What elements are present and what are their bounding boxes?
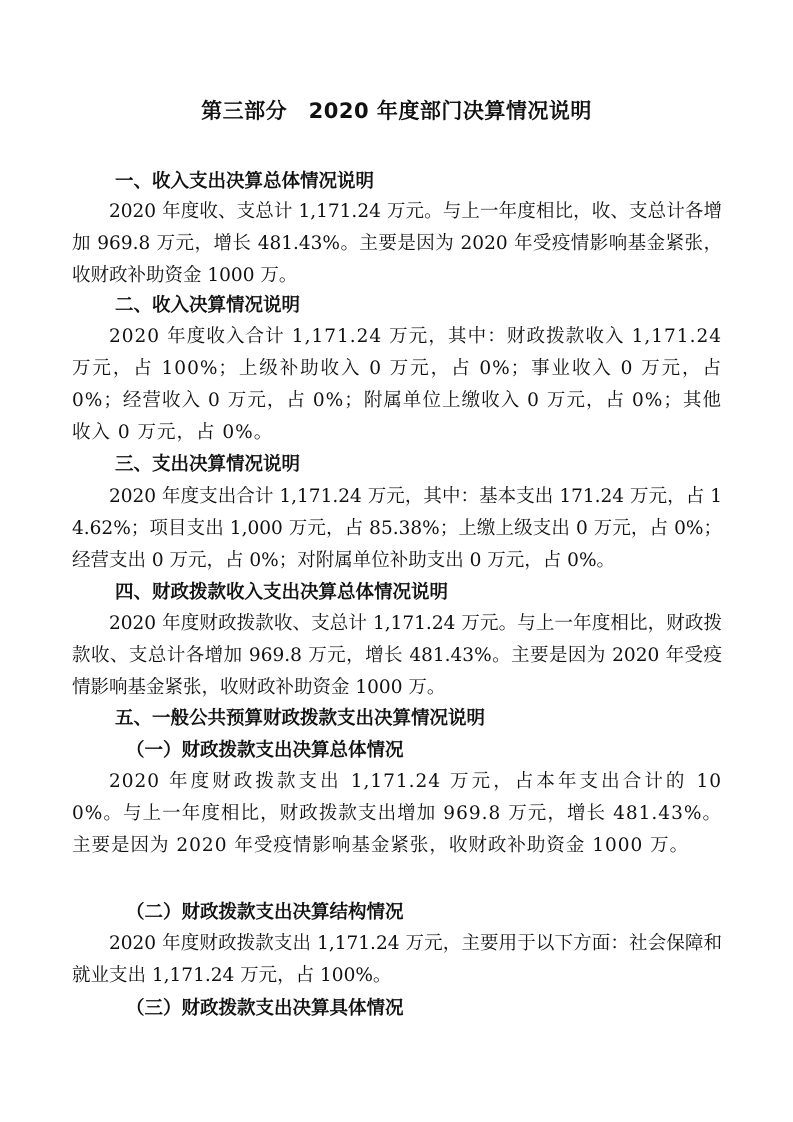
section-body-income: 2020 年度收入合计 1,171.24 万元，其中：财政拨款收入 1,171.24 万元，占 100%；上级补助收入 0 万元，占 0%；事业收入 0 万元，占 0%；经营收入 0 万元，占 0%；附属单位上缴收入 0 万元，占 0%；其他收入 0 万元，占 0%。 xyxy=(72,326,722,443)
section-heading-income: 二、收入决算情况说明 xyxy=(115,295,301,316)
section-heading-general-budget-expense: 五、一般公共预算财政拨款支出决算情况说明 xyxy=(115,708,486,729)
section-heading-income-expense-overview: 一、收入支出决算总体情况说明 xyxy=(115,171,375,192)
subsection-heading-expense-structure: （二）财政拨款支出决算结构情况 xyxy=(126,902,404,923)
subsection-body-expense-structure: 2020 年度财政拨款支出 1,171.24 万元，主要用于以下方面：社会保障和就业支出 1,171.24 万元，占 100%。 xyxy=(72,933,722,986)
section-body-income-expense-overview: 2020 年度收、支总计 1,171.24 万元。与上一年度相比，收、支总计各增加 969.8 万元，增长 481.43%。主要是因为 2020 年受疫情影响基金紧张，收财政补助资金 1000 万。 xyxy=(72,201,722,286)
section-body-expense: 2020 年度支出合计 1,171.24 万元，其中：基本支出 171.24 万元，占 14.62%；项目支出 1,000 万元，占 85.38%；上缴上级支出 0 万元，占 0%；经营支出 0 万元，占 0%；对附属单位补助支出 0 万元，占 0%。 xyxy=(72,486,722,571)
section-body-fiscal-appropriation-overview: 2020 年度财政拨款收、支总计 1,171.24 万元。与上一年度相比，财政拨款收、支总计各增加 969.8 万元，增长 481.43%。主要是因为 2020 年受疫情影响基金紧张，收财政补助资金 1000 万。 xyxy=(72,613,722,698)
section-heading-expense: 三、支出决算情况说明 xyxy=(115,454,301,475)
subsection-heading-expense-overall: （一）财政拨款支出决算总体情况 xyxy=(126,740,404,761)
page-title: 第三部分 2020 年度部门决算情况说明 xyxy=(201,99,592,123)
subsection-heading-expense-detail: （三）财政拨款支出决算具体情况 xyxy=(126,998,404,1019)
section-heading-fiscal-appropriation-overview: 四、财政拨款收入支出决算总体情况说明 xyxy=(115,582,449,603)
subsection-body-expense-overall: 2020 年度财政拨款支出 1,171.24 万元，占本年支出合计的 100%。与上一年度相比，财政拨款支出增加 969.8 万元，增长 481.43%。主要是因为 2020 年受疫情影响基金紧张，收财政补助资金 1000 万。 xyxy=(72,771,722,856)
